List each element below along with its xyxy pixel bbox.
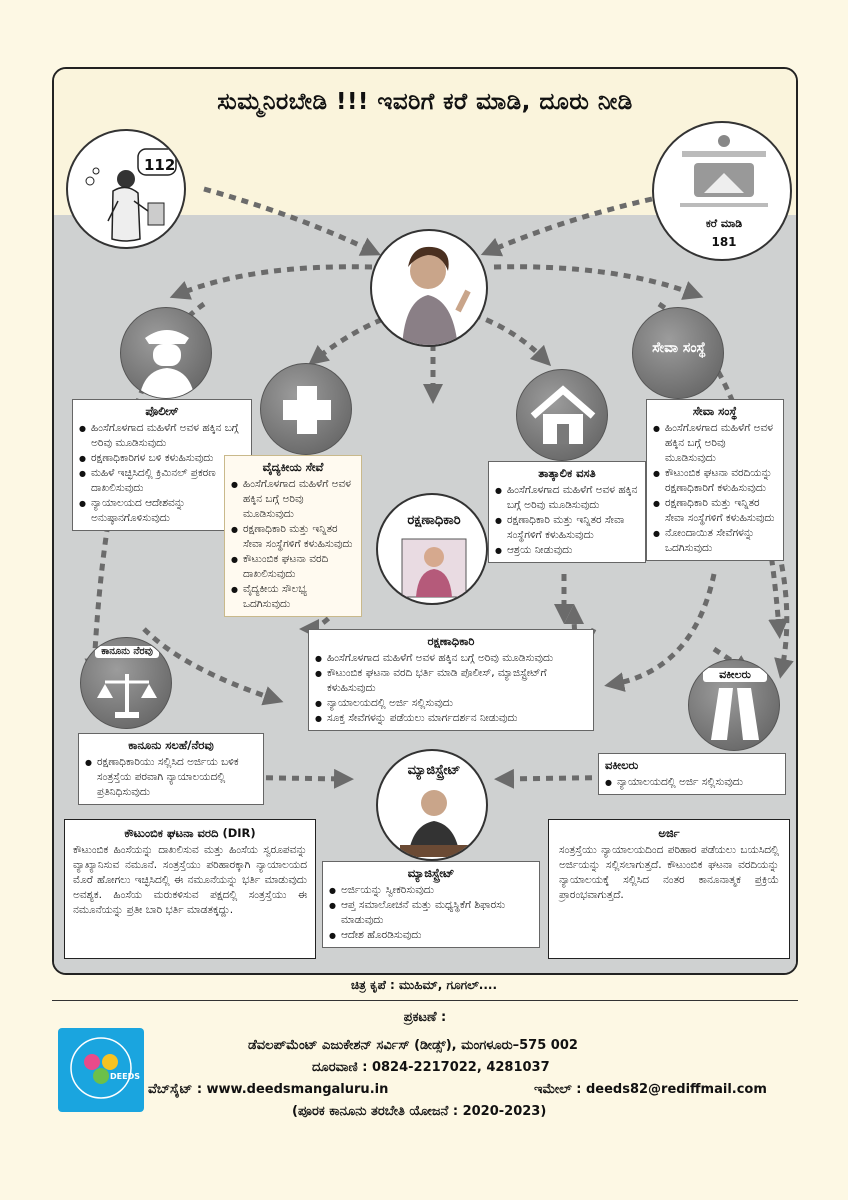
medical-item: ● ವೈದ್ಯಕೀಯ ಸೌಲಭ್ಯ ಒದಗಿಸುವುದು <box>231 582 355 612</box>
dir-heading: ಕೌಟುಂಬಿಕ ಘಟನಾ ವರದಿ (DIR) <box>124 826 256 840</box>
magistrate-box <box>322 861 540 948</box>
lawyer-circle <box>688 659 780 751</box>
shelter-circle <box>516 369 608 461</box>
seva-circle <box>632 307 724 399</box>
image-credit: ಚಿತ್ರ ಕೃಪೆ : ಮುಹಿಮ್, ಗೂಗಲ್.... <box>350 978 498 992</box>
footer <box>52 1010 798 1130</box>
medical-item: ● ಹಿಂಸೆಗೊಳಗಾದ ಮಹಿಳೆಗೆ ಅವಳ ಹಕ್ಕಿನ ಬಗ್ಗೆ ಅರಿವು ಮೂಡಿಸುವುದು <box>231 477 355 522</box>
publisher-label: ಪ್ರಕಟಣೆ : <box>403 1010 447 1025</box>
house-icon <box>517 370 608 461</box>
legal-aid-item: ● ರಕ್ಷಣಾಧಿಕಾರಿಯು ಸಲ್ಲಿಸಿದ ಅರ್ಜಿಯ ಬಳಿಕ ಸಂತ್ರಸ್ತೆಯ ಪರವಾಗಿ ನ್ಯಾಯಾಲಯದಲ್ಲಿ ಪ್ರತಿನಿಧಿಸುವುದು <box>85 755 257 800</box>
seva-item: ● ಕೌಟುಂಬಿಕ ಘಟನಾ ವರದಿಯನ್ನು ರಕ್ಷಣಾಧಿಕಾರಿಗೆ ಕಳುಹಿಸುವುದು <box>653 466 777 496</box>
lawyer-heading: ವಕೀಲರು <box>605 758 639 772</box>
magistrate-item: ● ಆಪ್ತ ಸಮಾಲೋಚನೆ ಮತ್ತು ಮಧ್ಯಸ್ಥಿಕೆಗೆ ಶಿಫಾರಸು ಮಾಡುವುದು <box>329 898 533 928</box>
seva-item: ● ಹಿಂಸೆಗೊಳಗಾದ ಮಹಿಳೆಗೆ ಅವಳ ಹಕ್ಕಿನ ಬಗ್ಗೆ ಅರಿವು ಮೂಡಿಸುವುದು <box>653 421 777 466</box>
woman-calling-icon <box>68 131 186 249</box>
magistrate-heading: ಮ್ಯಾಜಿಸ್ಟ್ರೇಟ್ <box>407 866 455 880</box>
protection-officer-item: ● ಹಿಂಸೆಗೊಳಗಾದ ಮಹಿಳೆಗೆ ಅವಳ ಹಕ್ಕಿನ ಬಗ್ಗೆ ಅರಿವು ಮೂಡಿಸುವುದು <box>315 651 587 666</box>
police-item: ● ಮಹಿಳೆ ಇಚ್ಛಿಸಿದಲ್ಲಿ ಕ್ರಿಮಿನಲ್ ಪ್ರಕರಣ ದಾಖಲಿಸುವುದು <box>79 466 245 496</box>
helpline-112-circle <box>66 129 186 249</box>
magistrate-item: ● ಆದೇಶ ಹೊರಡಿಸುವುದು <box>329 928 533 943</box>
legal-aid-box <box>78 733 264 805</box>
deeds-logo-text: DEEDS <box>110 1072 140 1081</box>
application-text: ಸಂತ್ರಸ್ತೆಯು ನ್ಯಾಯಾಲಯದಿಂದ ಪರಿಹಾರ ಪಡೆಯಲು ಬಯಸಿದಲ್ಲಿ ಅರ್ಜಿಯನ್ನು ಸಲ್ಲಿಸಲಾಗುತ್ತದೆ. ಕೌಟುಂಬಿಕ ಘಟನಾ ವರದಿಯನ್ನು ನ್ಯಾಯಾಲಯಕ್ಕೆ ಸಲ್ಲಿಸಿದ ನಂತರ ಕಾನೂನಾತ್ಮಕ ಪ್ರಕ್ರಿಯೆ ಪ್ರಾರಂಭವಾಗುತ್ತದೆ. <box>559 844 779 901</box>
helpline-181-circle <box>652 121 792 261</box>
protection-officer-circle-label: ರಕ್ಷಣಾಧಿಕಾರಿ <box>407 513 461 528</box>
police-item: ● ರಕ್ಷಣಾಧಿಕಾರಿಗಳ ಬಳಿ ಕಳುಹಿಸುವುದು <box>79 451 245 466</box>
protection-officer-item: ● ನ್ಯಾಯಾಲಯದಲ್ಲಿ ಅರ್ಜಿ ಸಲ್ಲಿಸುವುದು <box>315 696 587 711</box>
seva-heading: ಸೇವಾ ಸಂಸ್ಥೆ <box>692 404 738 418</box>
poster-frame <box>52 67 798 975</box>
magistrate-circle <box>376 749 488 861</box>
police-circle <box>120 307 212 399</box>
protection-officer-box <box>308 629 594 731</box>
helpline-112-number: 112 <box>144 156 176 174</box>
lawyer-box <box>598 753 786 795</box>
medical-circle <box>260 363 352 455</box>
publisher-email: ಇಮೇಲ್ : deeds82@rediffmail.com <box>534 1082 767 1097</box>
seva-item: ● ನೋಂದಾಯಿತ ಸೇವೆಗಳನ್ನು ಒದಗಿಸುವುದು <box>653 526 777 556</box>
poster-title: ಸುಮ್ಮನಿರಬೇಡಿ !!! ಇವರಿಗೆ ಕರೆ ಮಾಡಿ, ದೂರು ನೀಡಿ <box>217 89 633 115</box>
lawyer-item: ● ನ್ಯಾಯಾಲಯದಲ್ಲಿ ಅರ್ಜಿ ಸಲ್ಲಿಸುವುದು <box>605 775 779 790</box>
medical-box <box>224 455 362 617</box>
police-item: ● ನ್ಯಾಯಾಲಯದ ಆದೇಶವನ್ನು ಅನುಷ್ಠಾನಗೊಳಿಸುವುದು <box>79 496 245 526</box>
publisher-org: ಡೆವಲಪ್‌ಮೆಂಟ್ ಎಜುಕೇಶನ್ ಸರ್ವಿಸ್ (ಡೀಡ್ಸ್), ಮಂಗಳೂರು–575 002 <box>248 1038 578 1053</box>
protection-officer-icon <box>378 495 488 605</box>
magistrate-item: ● ಅರ್ಜಿಯನ್ನು ಸ್ವೀಕರಿಸುವುದು <box>329 883 533 898</box>
legal-aid-circle <box>80 637 172 729</box>
protection-officer-heading: ರಕ್ಷಣಾಧಿಕಾರಿ <box>427 634 475 648</box>
publisher-phone: ದೂರವಾಣಿ : 0824-2217022, 4281037 <box>312 1060 550 1075</box>
scheme-line: (ಪೂರಕ ಕಾನೂನು ತರಬೇತಿ ಯೋಜನೆ : 2020-2023) <box>292 1104 547 1119</box>
application-heading: ಅರ್ಜಿ <box>658 826 680 840</box>
shelter-item: ● ಆಶ್ರಯ ನೀಡುವುದು <box>495 543 639 558</box>
helpline-181-number: 181 <box>711 235 737 249</box>
police-officer-icon <box>121 308 212 399</box>
dir-box <box>64 819 316 959</box>
medical-item: ● ಕೌಟುಂಬಿಕ ಘಟನಾ ವರದಿ ದಾಖಲಿಸುವುದು <box>231 552 355 582</box>
publisher-website: ವೆಬ್‌ಸೈಟ್ : www.deedsmangaluru.in <box>148 1082 389 1097</box>
seva-icon-label: ಸೇವಾ ಸಂಸ್ಥೆ <box>652 340 706 356</box>
deeds-logo <box>58 1028 144 1112</box>
protection-officer-item: ● ಸೂಕ್ತ ಸೇವೆಗಳನ್ನು ಪಡೆಯಲು ಮಾರ್ಗದರ್ಶನ ನೀಡುವುದು <box>315 711 587 726</box>
protection-officer-item: ● ಕೌಟುಂಬಿಕ ಘಟನಾ ವರದಿ ಭರ್ತಿ ಮಾಡಿ ಪೊಲೀಸ್, ಮ್ಯಾಜಿಸ್ಟ್ರೇಟ್‌ಗೆ ಕಳುಹಿಸುವುದು <box>315 666 587 696</box>
seva-item: ● ರಕ್ಷಣಾಧಿಕಾರಿ ಮತ್ತು ಇನ್ನಿತರ ಸೇವಾ ಸಂಸ್ಥೆಗಳಿಗೆ ಕಳುಹಿಸುವುದು <box>653 496 777 526</box>
legal-aid-icon-label: ಕಾನೂನು ನೆರವು <box>95 646 159 658</box>
woman-victim-circle <box>370 229 488 347</box>
police-item: ● ಹಿಂಸೆಗೊಳಗಾದ ಮಹಿಳೆಗೆ ಅವಳ ಹಕ್ಕಿನ ಬಗ್ಗೆ ಅರಿವು ಮೂಡಿಸುವುದು <box>79 421 245 451</box>
shelter-item: ● ಹಿಂಸೆಗೊಳಗಾದ ಮಹಿಳೆಗೆ ಅವಳ ಹಕ್ಕಿನ ಬಗ್ಗೆ ಅರಿವು ಮೂಡಿಸುವುದು <box>495 483 639 513</box>
seva-box <box>646 399 784 561</box>
dir-text: ಕೌಟುಂಬಿಕ ಹಿಂಸೆಯನ್ನು ದಾಖಲಿಸುವ ಮತ್ತು ಹಿಂಸೆಯ ಸ್ವರೂಪವನ್ನು ವ್ಯಾಖ್ಯಾನಿಸುವ ನಮೂನೆ. ಸಂತ್ರಸ್ತೆಯು ಪರಿಹಾರಕ್ಕಾಗಿ ನ್ಯಾಯಾಲಯದ ಮೊರೆ ಹೋಗಲು ಇಚ್ಛಿಸಿದಲ್ಲಿ ಈ ನಮೂನೆಯನ್ನು ಭರ್ತಿ ಮಾಡುವುದು ಅವಶ್ಯಕ. ಹಿಂಸೆಯ ಮರುಕಳಿಸುವ ಪಕ್ಷದಲ್ಲಿ ಸಂತ್ರಸ್ತೆಯು ಈ ನಮೂನೆಯನ್ನು ಪ್ರತೀ ಬಾರಿ ಭರ್ತಿ ಮಾಡತಕ್ಕದ್ದು. <box>73 844 307 916</box>
helpline-181-label: ಕರೆ ಮಾಡಿ <box>705 217 743 230</box>
lawyer-icon-label: ವಕೀಲರು <box>703 668 767 682</box>
legal-aid-heading: ಕಾನೂನು ಸಲಹೆ/ನೆರವು <box>128 738 214 752</box>
deeds-logo-icon <box>58 1028 144 1112</box>
footer-divider <box>52 1000 798 1001</box>
police-heading: ಪೊಲೀಸ್ <box>145 404 179 418</box>
application-box <box>548 819 790 959</box>
protection-officer-circle <box>376 493 488 605</box>
woman-icon <box>372 231 488 347</box>
shelter-heading: ತಾತ್ಕಾಲಿಕ ವಸತಿ <box>538 466 596 480</box>
shelter-box <box>488 461 646 563</box>
medical-item: ● ರಕ್ಷಣಾಧಿಕಾರಿ ಮತ್ತು ಇನ್ನಿತರ ಸೇವಾ ಸಂಸ್ಥೆಗಳಿಗೆ ಕಳುಹಿಸುವುದು <box>231 522 355 552</box>
magistrate-circle-label: ಮ್ಯಾಜಿಸ್ಟ್ರೇಟ್ <box>407 763 461 778</box>
medical-cross-icon <box>261 364 352 455</box>
shelter-item: ● ರಕ್ಷಣಾಧಿಕಾರಿ ಮತ್ತು ಇನ್ನಿತರ ಸೇವಾ ಸಂಸ್ಥೆಗಳಿಗೆ ಕಳುಹಿಸುವುದು <box>495 513 639 543</box>
medical-heading: ವೈದ್ಯಕೀಯ ಸೇವೆ <box>262 460 324 474</box>
